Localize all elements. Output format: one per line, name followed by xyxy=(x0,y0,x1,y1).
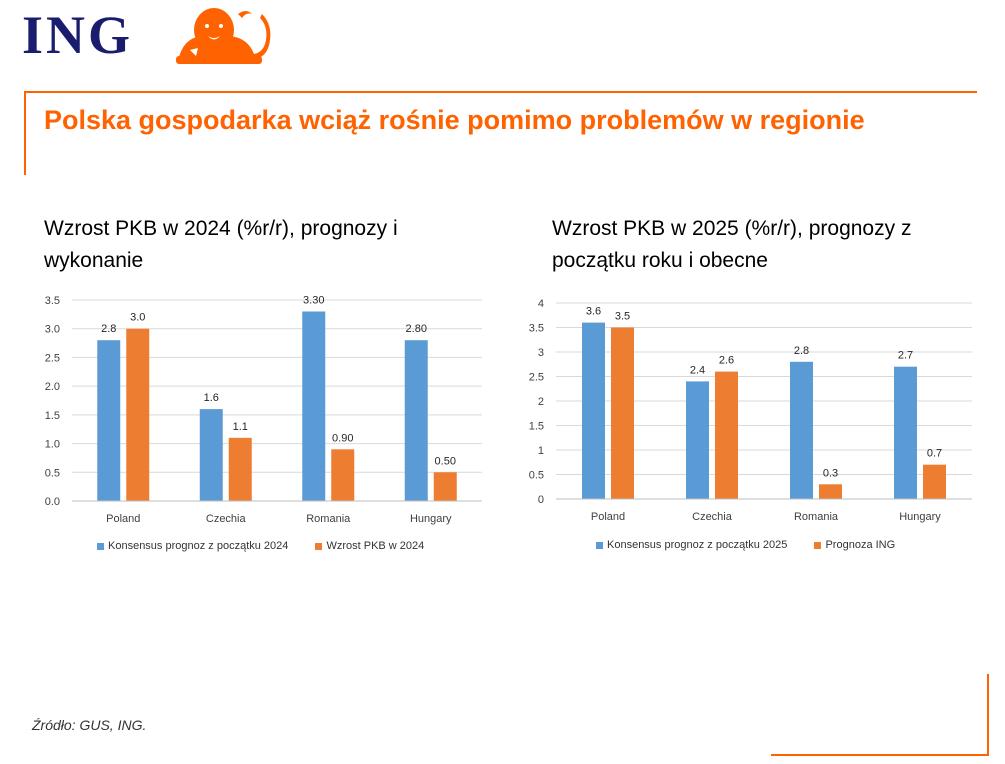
y-tick-label: 2.0 xyxy=(44,381,60,394)
data-label: 1.1 xyxy=(232,420,248,433)
legend-swatch-blue xyxy=(596,542,603,549)
chart-title-2025: Wzrost PKB w 2025 (%r/r), prognozy z początku roku i obecne xyxy=(552,217,912,272)
legend-label: Konsensus prognoz z początku 2025 xyxy=(607,539,788,551)
x-tick-label: Czechia xyxy=(205,513,246,525)
y-tick-label: 0.5 xyxy=(528,469,544,482)
chart-legend-2025 xyxy=(596,539,919,551)
data-label: 3.0 xyxy=(130,311,146,324)
legend-item-ing-forecast xyxy=(814,539,895,551)
bar xyxy=(97,340,120,501)
legend-label: Konsensus prognoz z początku 2024 xyxy=(108,540,289,552)
legend-item-gdp-2024 xyxy=(315,540,424,552)
data-label: 3.30 xyxy=(303,294,325,307)
data-label: 2.7 xyxy=(897,349,914,362)
data-label: 1.6 xyxy=(203,392,219,405)
x-tick-label: Poland xyxy=(590,511,626,523)
y-tick-label: 4 xyxy=(537,298,544,310)
bar xyxy=(582,323,605,499)
chart-legend-2024 xyxy=(97,540,448,552)
y-tick-label: 3 xyxy=(537,347,544,359)
frame-corner-bottom-right xyxy=(771,674,989,756)
y-tick-label: 1 xyxy=(537,445,544,457)
data-label: 2.8 xyxy=(793,344,810,357)
logo-text: ING xyxy=(22,5,134,65)
data-label: 0.7 xyxy=(926,447,943,460)
ing-logo xyxy=(22,4,272,66)
bar xyxy=(200,409,223,501)
bar xyxy=(790,362,813,499)
page-title: Polska gospodarka wciąż rośnie pomimo problemów w regionie xyxy=(44,105,865,135)
bar xyxy=(331,449,354,501)
data-label: 0.90 xyxy=(332,432,354,445)
x-tick-label: Poland xyxy=(106,513,141,525)
y-tick-label: 0.0 xyxy=(44,496,60,508)
legend-swatch-orange xyxy=(814,542,821,549)
lion-icon xyxy=(172,4,272,66)
bar xyxy=(894,367,917,499)
data-label: 2.8 xyxy=(101,323,117,336)
x-tick-label: Czechia xyxy=(692,511,732,523)
x-tick-label: Hungary xyxy=(409,513,452,525)
y-tick-label: 3.0 xyxy=(44,323,60,336)
legend-label: Wzrost PKB w 2024 xyxy=(326,540,425,552)
y-tick-label: 0 xyxy=(537,494,544,506)
data-label: 2.80 xyxy=(405,323,427,336)
legend-swatch-orange xyxy=(315,543,322,550)
legend-item-consensus-2025 xyxy=(596,539,787,551)
data-label: 3.5 xyxy=(614,310,631,323)
bar xyxy=(302,311,325,501)
bar xyxy=(819,484,842,499)
y-tick-label: 1.5 xyxy=(44,409,60,422)
legend-swatch-blue xyxy=(97,543,104,550)
bar xyxy=(434,472,457,501)
data-label: 3.6 xyxy=(585,305,602,318)
y-tick-label: 2.5 xyxy=(44,352,60,365)
data-label: 0.50 xyxy=(434,455,456,468)
y-tick-label: 2.5 xyxy=(528,371,544,384)
y-tick-label: 1.5 xyxy=(528,420,544,433)
data-label: 0.3 xyxy=(822,467,839,480)
source-note: Źródło: GUS, ING. xyxy=(32,717,147,733)
bar xyxy=(126,329,149,501)
gdp-2025-bar-chart xyxy=(510,290,980,530)
y-tick-label: 3.5 xyxy=(528,322,544,335)
y-tick-label: 3.5 xyxy=(44,295,60,307)
bar xyxy=(405,340,428,501)
bar xyxy=(686,381,709,499)
legend-label: Prognoza ING xyxy=(825,539,896,551)
data-label: 2.4 xyxy=(689,364,706,377)
bar xyxy=(611,328,634,500)
y-tick-label: 0.5 xyxy=(44,467,60,480)
y-tick-label: 1.0 xyxy=(44,438,60,451)
y-tick-label: 2 xyxy=(537,396,544,408)
x-tick-label: Hungary xyxy=(899,511,941,523)
bar xyxy=(923,465,946,499)
bar xyxy=(229,438,252,501)
data-label: 2.6 xyxy=(718,354,735,367)
legend-item-consensus-2024 xyxy=(97,540,288,552)
gdp-2024-bar-chart xyxy=(30,290,500,530)
x-tick-label: Romania xyxy=(306,513,351,525)
chart-title-2024: Wzrost PKB w 2024 (%r/r), prognozy i wykonanie xyxy=(44,217,398,272)
x-tick-label: Romania xyxy=(793,511,839,523)
bar xyxy=(715,372,738,499)
